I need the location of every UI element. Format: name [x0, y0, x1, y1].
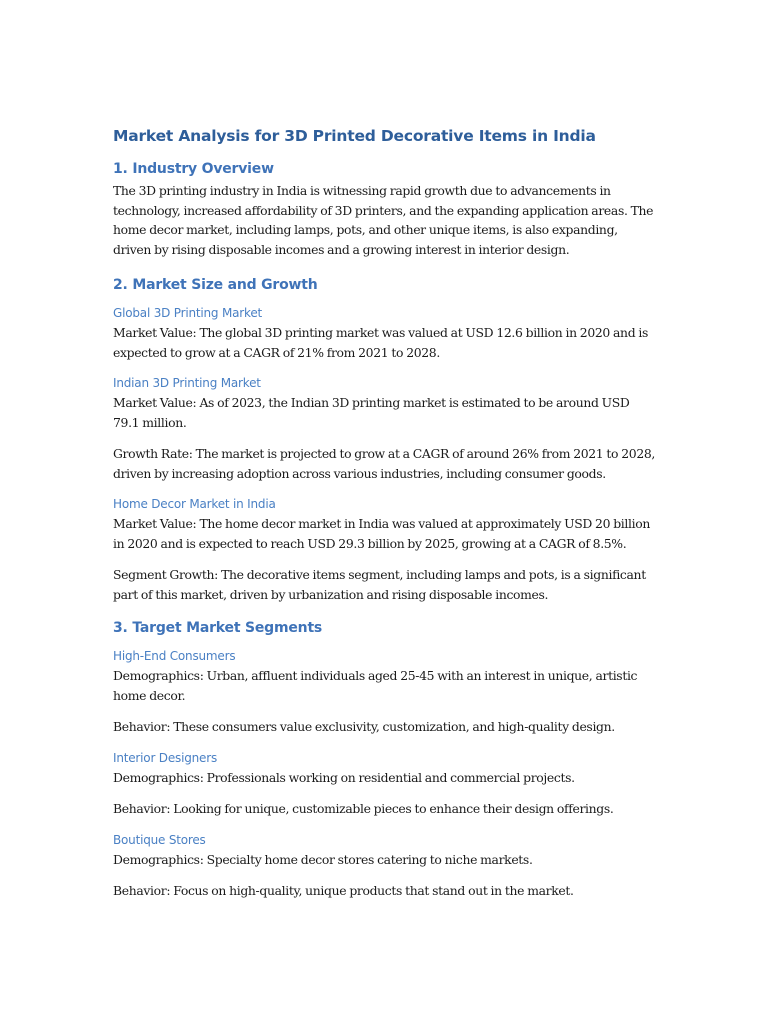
document-title: Market Analysis for 3D Printed Decorative Items in India [113, 127, 596, 145]
indian-growth-rate-paragraph: Growth Rate: The market is projected to grow at a CAGR of around 26% from 2021 to 2028, driven by increasing adoption across various industries, including consumer goods. [113, 446, 655, 481]
high-end-behavior-paragraph: Behavior: These consumers value exclusivity, customization, and high-quality design. [113, 719, 615, 734]
subheading-global-3d-printing-market: Global 3D Printing Market [113, 306, 263, 320]
indian-market-value-paragraph: Market Value: As of 2023, the Indian 3D printing market is estimated to be around USD 79.1 million. [113, 395, 630, 430]
segment-growth-paragraph: Segment Growth: The decorative items segment, including lamps and pots, is a significant part of this market, driven by urbanization and rising disposable incomes. [113, 567, 646, 602]
home-decor-market-value-paragraph: Market Value: The home decor market in India was valued at approximately USD 20 billion in 2020 and is expected to reach USD 29.3 billion by 2025, growing at a CAGR of 8.5%. [113, 516, 650, 551]
subheading-indian-3d-printing-market: Indian 3D Printing Market [113, 376, 261, 390]
subheading-boutique-stores: Boutique Stores [113, 832, 206, 847]
subheading-home-decor-market-india: Home Decor Market in India [113, 497, 276, 511]
high-end-demographics-paragraph: Demographics: Urban, affluent individuals aged 25-45 with an interest in unique, artistic home decor. [113, 668, 638, 703]
subheading-high-end-consumers: High-End Consumers [113, 649, 236, 663]
document-page [113, 125, 658, 901]
interior-designers-behavior-paragraph: Behavior: Looking for unique, customizable pieces to enhance their design offerings. [113, 801, 614, 816]
global-market-value-paragraph: Market Value: The global 3D printing market was valued at USD 12.6 billion in 2020 and is expected to grow at a CAGR of 21% from 2021 to 2028. [113, 325, 648, 360]
section-heading-market-size: 2. Market Size and Growth [113, 277, 318, 293]
boutique-behavior-paragraph: Behavior: Focus on high-quality, unique products that stand out in the market. [113, 883, 574, 898]
subheading-interior-designers: Interior Designers [113, 750, 217, 765]
boutique-demographics-paragraph: Demographics: Specialty home decor stores catering to niche markets. [113, 851, 533, 867]
interior-designers-demographics-paragraph: Demographics: Professionals working on residential and commercial projects. [113, 769, 575, 785]
section-heading-target-segments: 3. Target Market Segments [113, 620, 323, 636]
section-heading-industry-overview: 1. Industry Overview [113, 161, 274, 177]
industry-overview-paragraph: The 3D printing industry in India is witnessing rapid growth due to advancements in technology, increased affordability of 3D printers, and the expanding application areas. The home decor market, including lamps, pots, and other unique items, is also expanding, driven by rising disposable incomes and a growing interest in interior design. [113, 183, 654, 257]
